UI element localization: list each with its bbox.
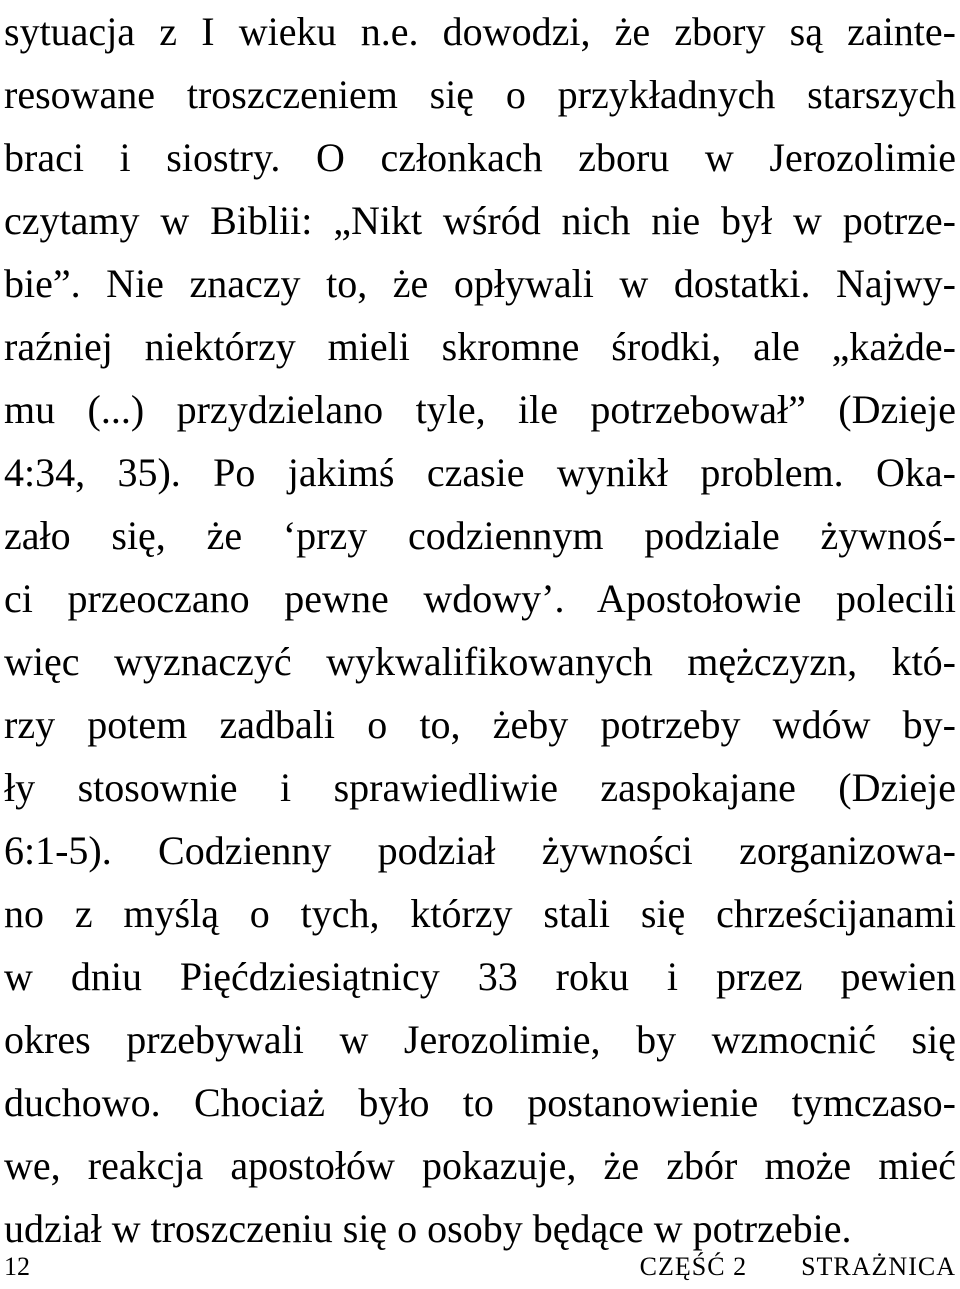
text-line: 4:34, 35). Po jakimś czasie wynikł problem. Oka- xyxy=(4,450,956,495)
text-line: okres przebywali w Jerozolimie, by wzmocnić się xyxy=(4,1017,956,1062)
text-line: braci i siostry. O członkach zboru w Jerozolimie xyxy=(4,135,956,180)
text-line: no z myślą o tych, którzy stali się chrześcijanami xyxy=(4,891,956,936)
text-line: sytuacja z I wieku n.e. dowodzi, że zbory są zainte- xyxy=(4,9,956,54)
text-line: we, reakcja apostołów pokazuje, że zbór może mieć xyxy=(4,1143,956,1188)
text-line: rzy potem zadbali o to, żeby potrzeby wdów by- xyxy=(4,702,956,747)
text-line: czytamy w Biblii: „Nikt wśród nich nie był w potrze- xyxy=(4,198,956,243)
text-line: 6:1-5). Codzienny podział żywności zorganizowa- xyxy=(4,828,956,873)
text-line: duchowo. Chociaż było to postanowienie tymczaso- xyxy=(4,1080,956,1125)
page-footer xyxy=(4,1252,956,1282)
text-line: w dniu Pięćdziesiątnicy 33 roku i przez pewien xyxy=(4,954,956,999)
text-line: zało się, że ‘przy codziennym podziale żywnoś- xyxy=(4,513,956,558)
publication-title: STRAŻNICA xyxy=(801,1252,956,1281)
text-line: bie”. Nie znaczy to, że opływali w dostatki. Najwy- xyxy=(4,261,956,306)
section-label: CZĘŚĆ 2 xyxy=(639,1252,748,1281)
footer-running-head xyxy=(640,1252,956,1282)
text-line: udział w troszczeniu się o osoby będące w potrzebie. xyxy=(4,1206,852,1251)
page-number: 12 xyxy=(4,1252,30,1281)
body-paragraph xyxy=(4,0,956,1260)
text-line: mu (...) przydzielano tyle, ile potrzebował” (Dzieje xyxy=(4,387,956,432)
text-line: raźniej niektórzy mieli skromne środki, ale „każde- xyxy=(4,324,956,369)
text-line: ci przeoczano pewne wdowy’. Apostołowie polecili xyxy=(4,576,956,621)
text-line: ły stosownie i sprawiedliwie zaspokajane (Dzieje xyxy=(4,765,956,810)
text-line: resowane troszczeniem się o przykładnych starszych xyxy=(4,72,956,117)
text-line: więc wyznaczyć wykwalifikowanych mężczyzn, któ- xyxy=(4,639,956,684)
